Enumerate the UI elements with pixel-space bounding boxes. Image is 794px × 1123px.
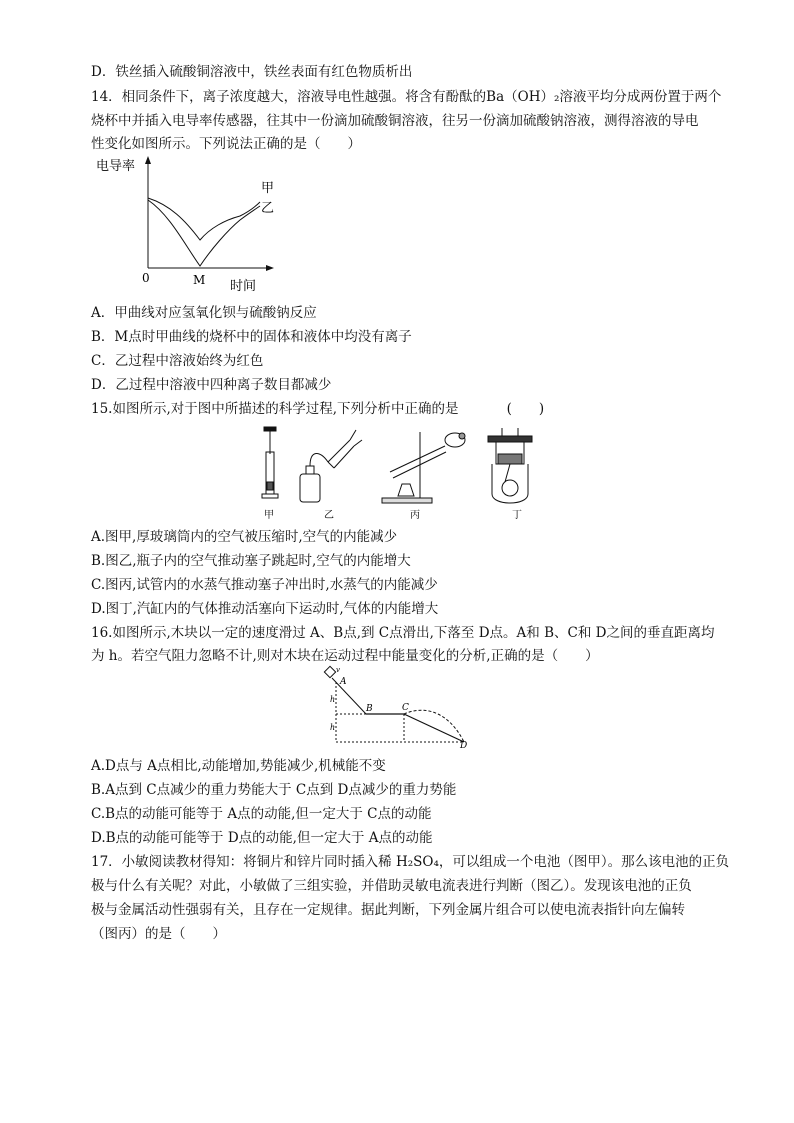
test-tube-heating-figure bbox=[382, 432, 465, 503]
q14-conductivity-chart bbox=[90, 150, 290, 300]
curve-yi bbox=[148, 200, 260, 266]
q15-option-c: C.图丙,试管内的水蒸气推动塞子冲出时,水蒸气的内能减少 bbox=[91, 577, 438, 593]
q14-option-b: B．M点时甲曲线的烧杯中的固体和液体中均没有离子 bbox=[91, 329, 412, 345]
series-yi-label: 乙 bbox=[261, 201, 275, 216]
q14-option-d: D．乙过程中溶液中四种离子数目都减少 bbox=[91, 377, 332, 393]
velocity-label: v bbox=[336, 666, 340, 674]
q17-stem-line1: 17．小敏阅读教材得知：将铜片和锌片同时插入稀 H₂SO₄，可以组成一个电池（图甲）。那么该电池的正负 bbox=[91, 854, 730, 870]
height-h1-label: h bbox=[330, 695, 336, 704]
q14-option-c: C．乙过程中溶液始终为红色 bbox=[91, 353, 264, 369]
q17-stem-line2: 极与什么有关呢？对此，小敏做了三组实验，并借助灵敏电流表进行判断（图乙）。发现该电池的正负 bbox=[91, 878, 692, 894]
point-d-label: D bbox=[460, 741, 468, 750]
q13-option-d: D．铁丝插入硫酸铜溶液中，铁丝表面有红色物质析出 bbox=[91, 64, 413, 80]
q15-stem bbox=[91, 399, 544, 419]
q16-stem-line2: 为 h。若空气阻力忽略不计,则对木块在运动过程中能量变化的分析,正确的是（ ） bbox=[91, 648, 599, 664]
fig-yi-label: 乙 bbox=[324, 510, 334, 521]
q15-stem-text: 15.如图所示,对于图中所描述的科学过程,下列分析中正确的是 bbox=[91, 401, 459, 417]
point-a-label: A bbox=[340, 677, 347, 687]
q14-stem-line3: 性变化如图所示。下列说法正确的是（ ） bbox=[91, 136, 361, 152]
point-c-label: C bbox=[402, 703, 409, 713]
q16-stem-line1: 16.如图所示,木块以一定的速度滑过 A、B点,到 C点滑出,下落至 D点。A和 B、C和 D之间的垂直距离均 bbox=[91, 625, 715, 641]
q14-stem-line2: 烧杯中并插入电导率传感器，往其中一份滴加硫酸铜溶液，往另一份滴加硫酸钠溶液，测得溶液的导电 bbox=[91, 113, 699, 129]
q16-ramp-figure bbox=[322, 664, 482, 750]
q17-stem-line3: 极与金属活动性强弱有关，且存在一定规律。据此判断，下列金属片组合可以使电流表指针向左偏转 bbox=[91, 902, 685, 918]
series-jia-label: 甲 bbox=[261, 181, 275, 196]
bottle-pump-figure bbox=[300, 430, 362, 502]
fig-bing-label: 丙 bbox=[410, 510, 420, 521]
q16-option-a: A.D点与 A点相比,动能增加,势能减少,机械能不变 bbox=[91, 758, 386, 774]
q14-option-a: A．甲曲线对应氢氧化钡与硫酸钠反应 bbox=[91, 305, 317, 321]
point-b-label: B bbox=[366, 704, 373, 714]
x-axis-arrow bbox=[266, 265, 274, 271]
y-axis-arrow bbox=[145, 156, 151, 164]
origin-label: 0 bbox=[142, 271, 150, 285]
curve-jia bbox=[148, 198, 260, 240]
fire-syringe-figure bbox=[262, 427, 278, 498]
q16-option-d: D.B点的动能可能等于 D点的动能,但一定大于 A点的动能 bbox=[91, 830, 433, 846]
y-axis-label: 电导率 bbox=[96, 159, 136, 174]
q15-figures bbox=[250, 422, 550, 522]
fig-ding-label: 丁 bbox=[512, 510, 522, 521]
q15-option-b: B.图乙,瓶子内的空气推动塞子跳起时,空气的内能增大 bbox=[91, 553, 411, 569]
q15-answer-paren: ( ) bbox=[506, 401, 545, 417]
q16-option-b: B.A点到 C点减少的重力势能大于 C点到 D点减少的重力势能 bbox=[91, 782, 457, 798]
fig-jia-label: 甲 bbox=[264, 510, 274, 521]
min-point-label: M bbox=[193, 273, 206, 287]
engine-cylinder-figure bbox=[488, 428, 532, 503]
q15-option-a: A.图甲,厚玻璃筒内的空气被压缩时,空气的内能减少 bbox=[91, 529, 398, 545]
height-h2-label: h bbox=[330, 723, 336, 732]
q15-option-d: D.图丁,汽缸内的气体推动活塞向下运动时,气体的内能增大 bbox=[91, 601, 439, 617]
q14-stem-line1: 14．相同条件下，离子浓度越大，溶液导电性越强。将含有酚酞的Ba（OH）₂溶液平均分成两份置于两个 bbox=[91, 89, 722, 105]
q17-stem-line4: （图丙）的是（ ） bbox=[91, 926, 226, 942]
x-axis-label: 时间 bbox=[230, 279, 257, 294]
q16-option-c: C.B点的动能可能等于 A点的动能,但一定大于 C点的动能 bbox=[91, 806, 432, 822]
